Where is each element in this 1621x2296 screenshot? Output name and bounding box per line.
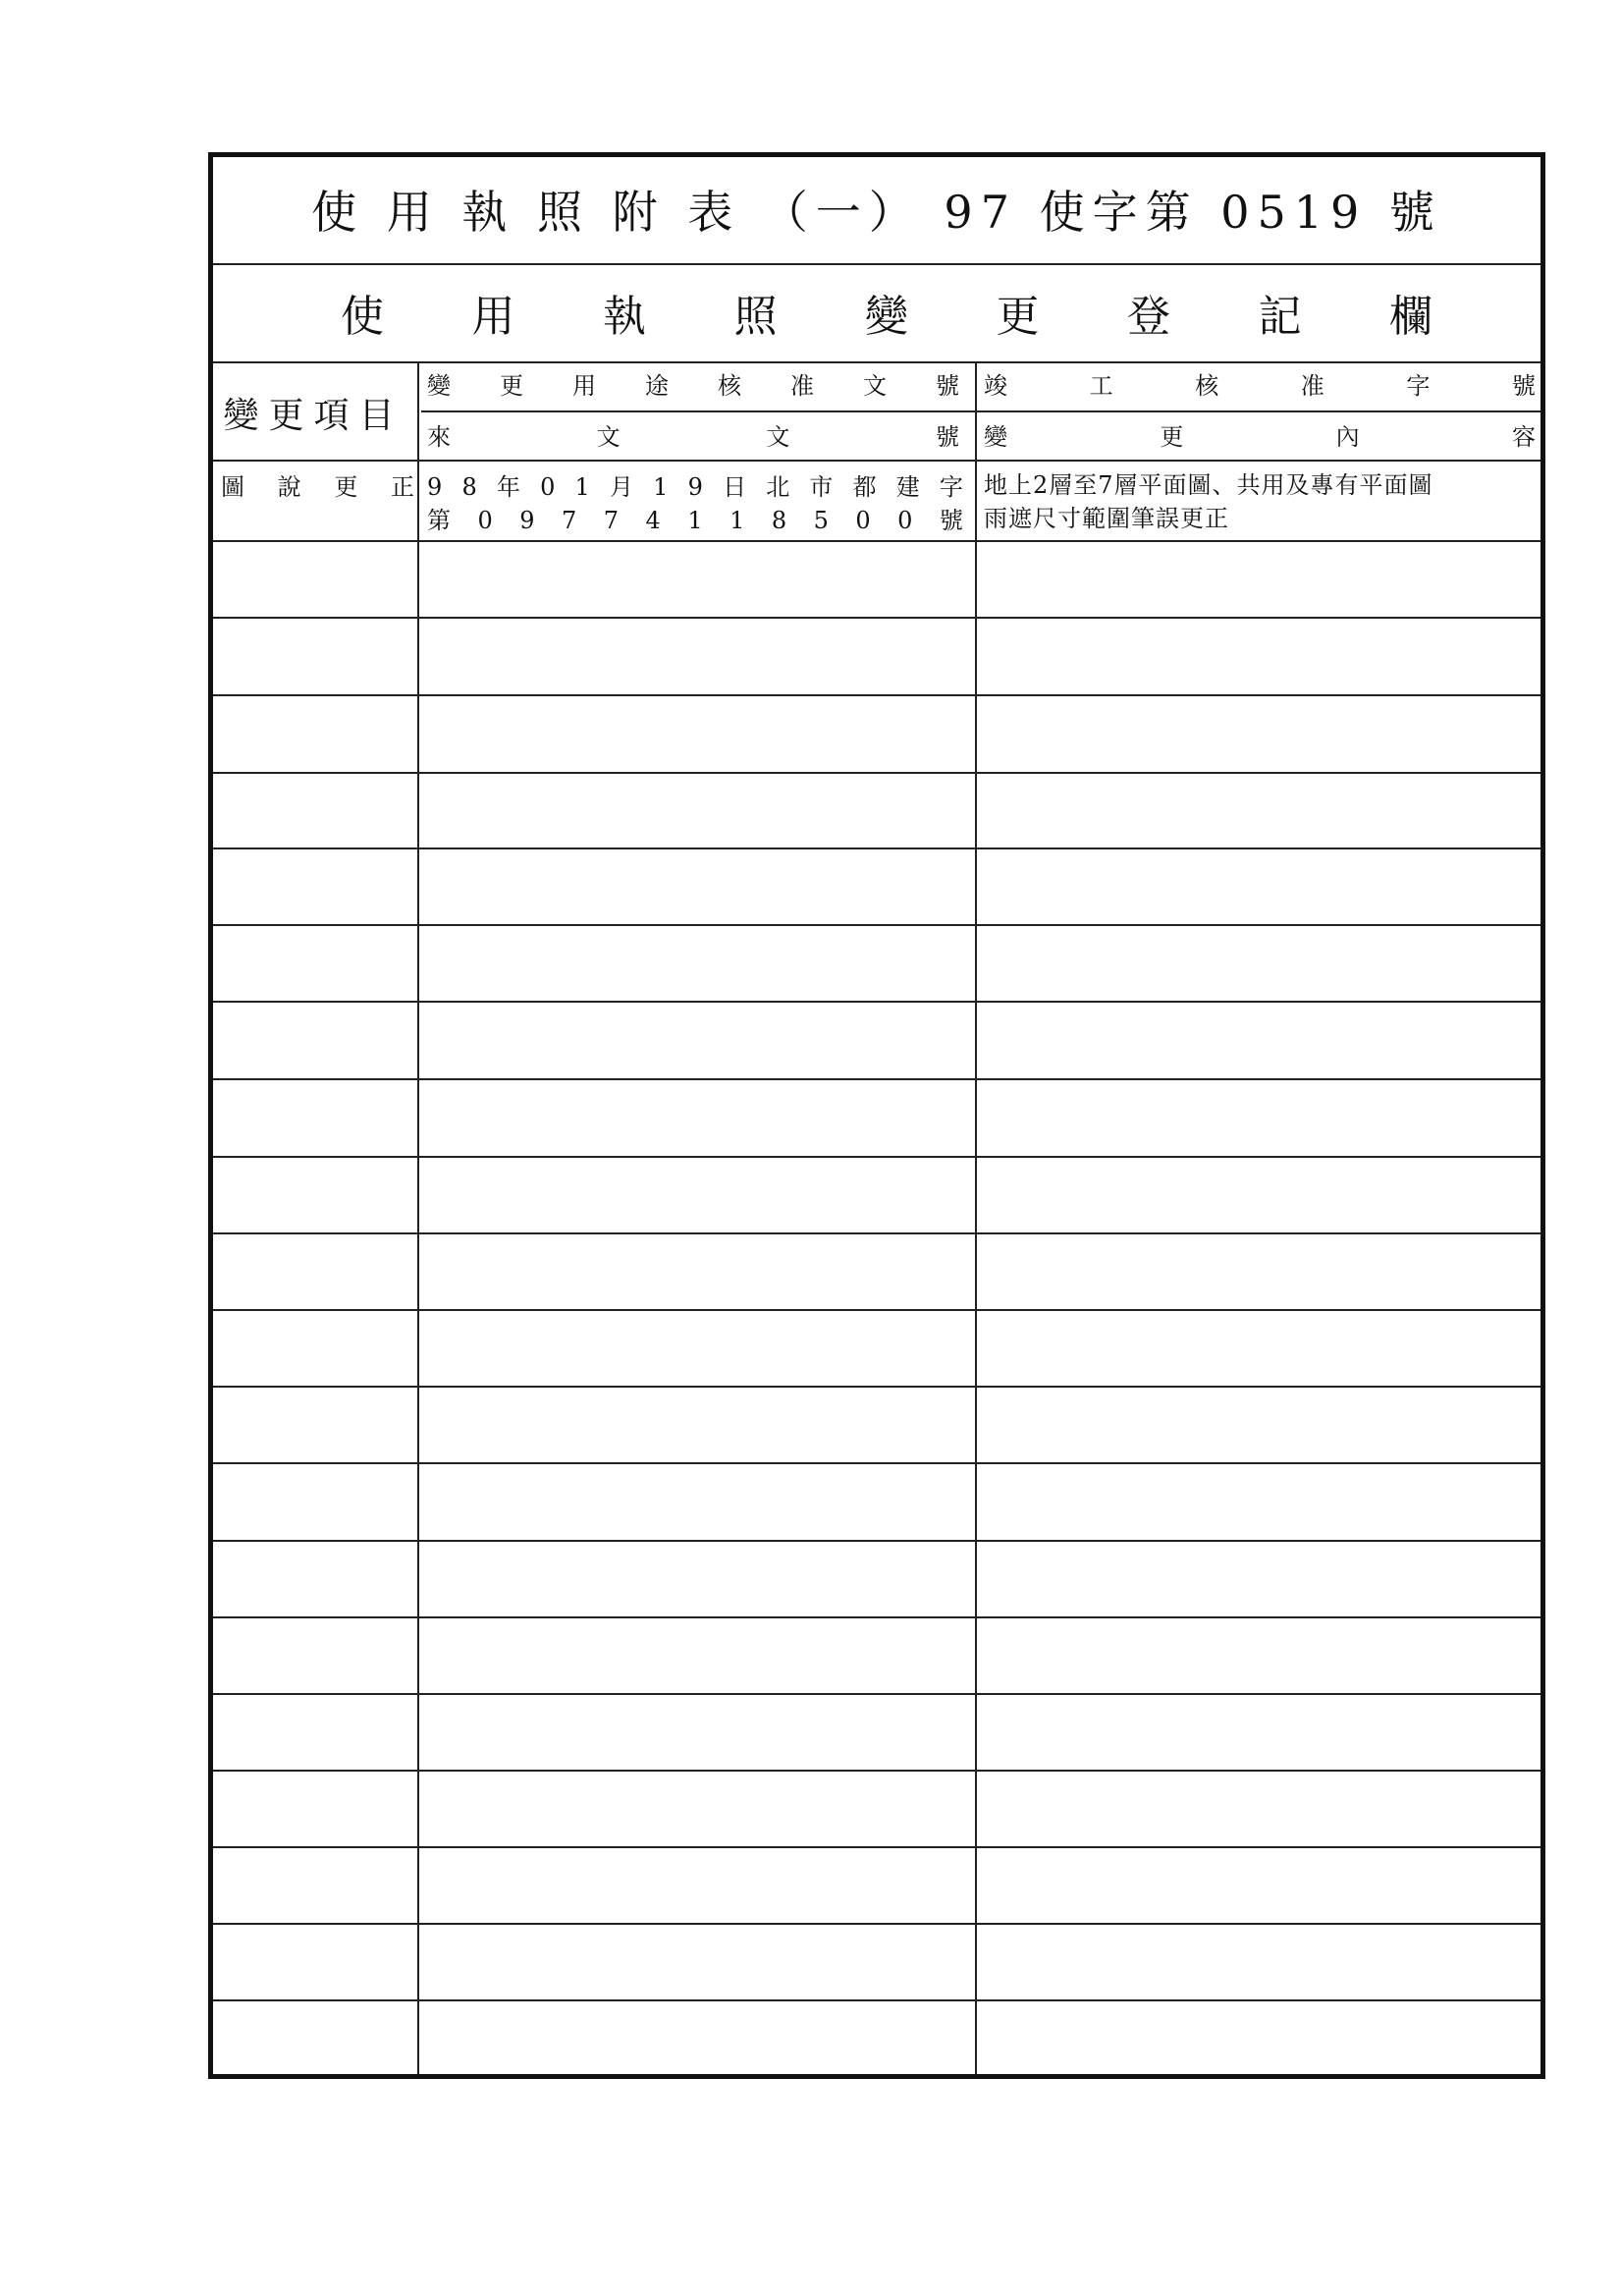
page-title: 使 用 執 照 附 表 （一） 97 使字第 0519 號 xyxy=(311,186,1442,239)
section-title-char: 用 xyxy=(471,292,515,342)
header-change-item: 變更項目 xyxy=(223,395,405,436)
cell-char: 0 xyxy=(897,507,913,534)
row-divider xyxy=(213,1846,1540,1848)
header-char: 更 xyxy=(1160,423,1184,451)
section-title-char: 登 xyxy=(1127,292,1170,342)
cell-char: 8 xyxy=(771,507,787,534)
row-divider xyxy=(213,1999,1540,2001)
cell-char: 建 xyxy=(895,473,920,501)
section-title xyxy=(341,273,1432,352)
row-divider xyxy=(213,1078,1540,1080)
cell-char: 第 xyxy=(427,507,451,534)
cell-char: 正 xyxy=(390,473,414,501)
column-divider xyxy=(417,361,419,2074)
header-char: 號 xyxy=(936,372,959,400)
header-char: 號 xyxy=(935,423,959,451)
cell-char: 0 xyxy=(855,507,871,534)
section-title-char: 變 xyxy=(865,292,908,342)
cell-char: 字 xyxy=(939,473,963,501)
row-change-item xyxy=(221,473,414,501)
cell-char: 0 xyxy=(477,507,493,534)
row-divider xyxy=(213,1693,1540,1695)
cell-char: 說 xyxy=(277,473,301,501)
row-divider xyxy=(213,1309,1540,1311)
cell-char: 8 xyxy=(461,473,477,501)
header-char: 用 xyxy=(572,372,596,400)
row-doc-number-line1 xyxy=(427,473,963,501)
divider xyxy=(213,460,1540,462)
row-divider xyxy=(213,1770,1540,1772)
row-divider xyxy=(213,1386,1540,1388)
row-divider xyxy=(213,617,1540,619)
header-char: 內 xyxy=(1335,423,1360,451)
header-char: 途 xyxy=(645,372,669,400)
cell-char: 1 xyxy=(574,473,590,501)
header-usage-approval xyxy=(427,371,959,401)
header-char: 文 xyxy=(863,372,887,400)
row-divider xyxy=(213,1001,1540,1003)
header-char: 號 xyxy=(1511,372,1536,400)
header-char: 字 xyxy=(1406,372,1431,400)
section-title-char: 使 xyxy=(341,292,384,342)
header-char: 文 xyxy=(766,423,790,451)
cell-char: 7 xyxy=(562,507,577,534)
header-char: 竣 xyxy=(984,372,1007,400)
header-char: 更 xyxy=(500,372,523,400)
cell-char: 月 xyxy=(609,473,633,501)
row-divider xyxy=(213,1156,1540,1158)
cell-char: 年 xyxy=(496,473,520,501)
cell-char: 9 xyxy=(519,507,535,534)
divider xyxy=(213,263,1540,265)
section-title-char: 照 xyxy=(733,292,778,342)
section-title-char: 記 xyxy=(1258,292,1302,342)
header-char: 文 xyxy=(596,423,621,451)
cell-char: 7 xyxy=(603,507,620,534)
cell-char: 9 xyxy=(687,473,703,501)
cell-char: 更 xyxy=(334,473,358,501)
header-completion-approval xyxy=(984,371,1536,401)
row-divider xyxy=(213,1616,1540,1618)
cell-char: 1 xyxy=(687,507,703,534)
cell-char: 北 xyxy=(766,473,790,501)
header-change-content xyxy=(984,422,1536,452)
cell-char: 日 xyxy=(723,473,747,501)
section-title-char: 更 xyxy=(996,292,1040,342)
header-char: 容 xyxy=(1511,423,1536,451)
row-divider xyxy=(213,694,1540,696)
registration-table xyxy=(208,152,1545,2079)
cell-char: 都 xyxy=(852,473,877,501)
row-divider xyxy=(213,1232,1540,1234)
header-incoming-doc xyxy=(427,422,959,452)
cell-char: 圖 xyxy=(221,473,244,501)
row-divider xyxy=(213,772,1540,774)
row-change-content-line1: 地上2層至7層平面圖、共用及專有平面圖 xyxy=(984,471,1433,499)
header-char: 變 xyxy=(984,423,1007,451)
header-char: 核 xyxy=(1195,372,1219,400)
section-title-char: 執 xyxy=(603,292,646,342)
row-doc-number-line2 xyxy=(427,507,963,534)
cell-char: 0 xyxy=(540,473,556,501)
cell-char: 市 xyxy=(809,473,834,501)
cell-char: 號 xyxy=(939,507,963,534)
header-char: 准 xyxy=(1300,372,1324,400)
header-char: 准 xyxy=(790,372,814,400)
header-char: 變 xyxy=(427,372,451,400)
cell-char: 4 xyxy=(645,507,661,534)
header-char: 工 xyxy=(1089,372,1113,400)
row-divider xyxy=(213,1462,1540,1464)
header-char: 來 xyxy=(427,423,451,451)
section-title-char: 欄 xyxy=(1389,292,1432,342)
divider xyxy=(421,410,1540,412)
column-divider xyxy=(975,361,977,2074)
row-divider xyxy=(213,847,1540,849)
header-char: 核 xyxy=(718,372,741,400)
cell-char: 9 xyxy=(427,473,443,501)
row-divider xyxy=(213,1923,1540,1925)
cell-char: 1 xyxy=(653,473,669,501)
row-divider xyxy=(213,924,1540,926)
row-divider xyxy=(213,1540,1540,1542)
cell-char: 1 xyxy=(729,507,745,534)
cell-char: 5 xyxy=(813,507,829,534)
row-change-content-line2: 雨遮尺寸範圍筆誤更正 xyxy=(984,505,1229,532)
row-divider xyxy=(213,540,1540,542)
